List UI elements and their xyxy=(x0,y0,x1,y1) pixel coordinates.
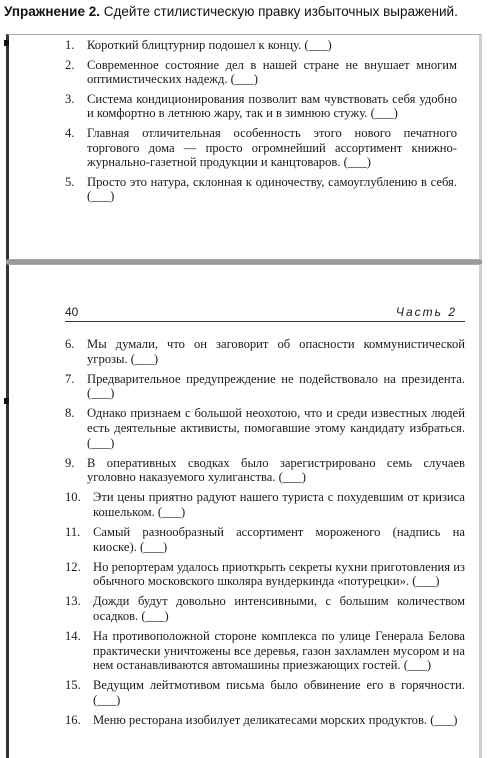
exercise-item-8 xyxy=(65,406,465,450)
item-number: 5. xyxy=(65,174,75,189)
item-number: 11. xyxy=(65,525,81,540)
item-text: Система кондиционирования позволит вам чувствовать себя удобно и комфортно в летнюю жару, так и в зимнюю стужу. (___) xyxy=(87,91,457,121)
item-text: Дожди будут довольно интенсивными, с большим количеством осадков. (___) xyxy=(93,594,465,623)
item-number: 14. xyxy=(65,629,81,644)
exercise-item-10 xyxy=(65,490,465,519)
item-number: 4. xyxy=(65,125,75,140)
exercise-list-page2 xyxy=(65,337,465,733)
item-number: 2. xyxy=(65,57,75,72)
item-text: Меню ресторана изобилует деликатесами морских продуктов. (___) xyxy=(93,713,458,728)
exercise-item-12 xyxy=(65,560,465,589)
item-number: 15. xyxy=(65,678,81,693)
scanned-page-top xyxy=(6,34,482,260)
exercise-item-9 xyxy=(65,456,465,485)
item-number: 7. xyxy=(65,371,75,386)
exercise-header xyxy=(4,4,484,19)
exercise-item-13 xyxy=(65,594,465,623)
exercise-item-15 xyxy=(65,678,465,707)
exercise-item-16 xyxy=(65,713,465,728)
item-text: Однако признаем с большой неохотою, что и среди известных людей есть деятельные активисты, помогавшие этому кандидату избраться. (___) xyxy=(87,406,465,450)
exercise-item-7 xyxy=(65,372,465,401)
item-text: Короткий блицтурнир подошел к концу. (___) xyxy=(87,38,332,52)
exercise-item-11 xyxy=(65,525,465,554)
exercise-item-1 xyxy=(65,38,457,53)
chapter-title: Часть 2 xyxy=(395,305,457,319)
item-text: Главная отличительная особенность этого нового печатного торгового дома — просто огромнейший ассортимент книжно-журнально-газетной продукции и канцтоваров. (___) xyxy=(87,125,457,170)
exercise-item-4 xyxy=(65,126,457,170)
scanned-page-bottom xyxy=(6,264,482,758)
item-number: 8. xyxy=(65,406,75,421)
item-text: В оперативных сводках было зарегистрировано семь случаев уголовно наказуемого хулиганства. (___) xyxy=(87,455,465,485)
item-number: 13. xyxy=(65,594,81,609)
exercise-item-5 xyxy=(65,175,457,204)
item-text: Предварительное предупреждение не подействовало на президента. (___) xyxy=(87,371,465,401)
item-text: Просто это натура, склонная к одиночеству, самоуглублению в себя. (___) xyxy=(87,174,457,204)
item-number: 3. xyxy=(65,91,75,106)
item-number: 12. xyxy=(65,559,81,574)
item-text: Современное состояние дел в нашей стране не внушает многим оптимистических надежд. (___) xyxy=(87,57,457,87)
item-number: 16. xyxy=(65,713,81,728)
exercise-item-14 xyxy=(65,629,465,673)
exercise-number: 2. xyxy=(88,4,101,19)
exercise-item-3 xyxy=(65,92,457,121)
item-text: На противоположной стороне комплекса по улице Генерала Белова практически уничтожены все деревья, газон захламлен мусором и на нем останавливаются автомашины приезжающих гостей. (___) xyxy=(93,629,465,673)
item-text: Самый разнообразный ассортимент мороженого (надпись на киоске). (___) xyxy=(93,525,465,554)
exercise-item-2 xyxy=(65,58,457,87)
item-number: 1. xyxy=(65,38,75,52)
exercise-item-6 xyxy=(65,337,465,366)
item-text: Эти цены приятно радуют нашего туриста с похудевшим от кризиса кошельком. (___) xyxy=(93,490,465,519)
item-text: Мы думали, что он заговорит об опасности коммунистической угрозы. (___) xyxy=(87,337,465,366)
exercise-label: Упражнение xyxy=(4,4,85,19)
item-number: 6. xyxy=(65,337,75,351)
item-text: Но репортерам удалось приоткрыть секреты кухни приготовления из обычного московского школяра вундеркинда «потурецки». (___) xyxy=(93,559,465,589)
crop-mark xyxy=(4,40,9,46)
exercise-list-page1 xyxy=(65,38,457,209)
header-rule xyxy=(65,321,465,322)
item-text: Ведущим лейтмотивом письма было обвинение его в горячности. (___) xyxy=(93,678,465,707)
crop-mark xyxy=(4,398,9,404)
item-number: 9. xyxy=(65,455,75,470)
page-number: 40 xyxy=(65,305,79,319)
item-number: 10. xyxy=(65,490,81,505)
exercise-instruction: Сдейте стилистическую правку избыточных выражений. xyxy=(103,4,458,19)
